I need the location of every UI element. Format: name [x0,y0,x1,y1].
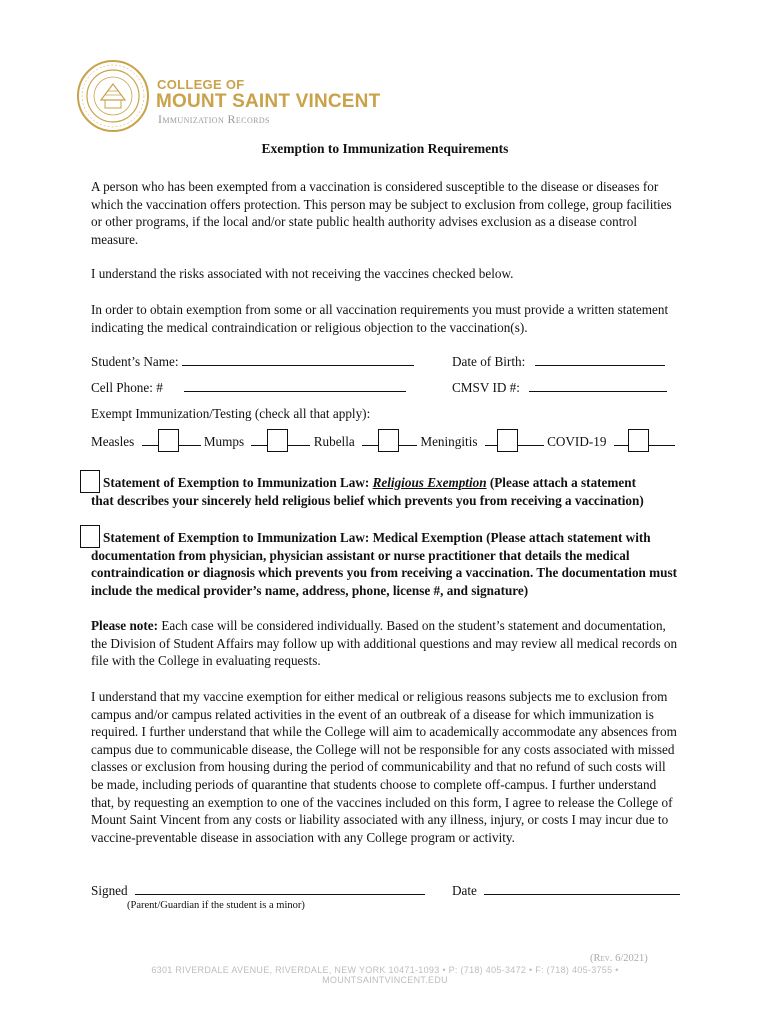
dob-label: Date of Birth: [452,354,526,369]
signature-row [91,882,425,900]
cell-label: Cell Phone: # [91,380,163,395]
student-name-field[interactable] [182,353,414,366]
cell-field[interactable] [184,379,406,392]
blank-line [142,433,158,446]
blank-line [251,433,267,446]
religious-suffix: (Please attach a statement [486,475,636,490]
blank-line [179,433,201,446]
revision-label: (Rev. 6/2021) [590,953,648,964]
note-text: Each case will be considered individually. Based on the student’s statement and documentation, the Division of Student Affairs may follow up with additional questions and may review all medical records on file with the College in evaluating requests. [91,618,678,669]
checkbox-measles[interactable] [158,429,179,452]
college-seal-logo [77,60,149,132]
vaccine-label-rubella: Rubella [313,434,355,449]
checkbox-mumps[interactable] [267,429,288,452]
signed-label: Signed [91,883,128,898]
checkbox-rubella[interactable] [378,429,399,452]
medical-line1: Statement of Exemption to Immunization Law: Medical Exemption (Please attach statement with [103,530,651,545]
student-name-label: Student’s Name: [91,354,179,369]
religious-exemption-statement [91,474,681,509]
religious-emphasis: Religious Exemption [372,475,487,490]
risk-paragraph: I understand the risks associated with not receiving the vaccines checked below. [91,266,514,281]
note-label: Please note: [91,618,159,633]
exempt-label: Exempt Immunization/Testing (check all that apply): [91,406,371,421]
blank-line [288,433,310,446]
requirement-paragraph: In order to obtain exemption from some or all vaccination requirements you must provide a written statement indicating the medical contraindication or religious objection to the vaccination(s). [91,302,669,335]
cmsv-label: CMSV ID #: [452,380,520,395]
signature-field[interactable] [135,882,425,895]
cell-row [91,379,406,397]
dob-field[interactable] [535,353,665,366]
date-label: Date [452,883,477,898]
checkbox-meningitis[interactable] [497,429,518,452]
blank-line [649,433,675,446]
checkbox-covid[interactable] [628,429,649,452]
blank-line [518,433,544,446]
vaccine-row [91,429,675,452]
brand-prefix: COLLEGE OF [157,77,245,92]
blank-line [362,433,378,446]
dob-row [452,353,665,371]
cmsv-field[interactable] [529,379,667,392]
student-name-row [91,353,414,371]
intro-paragraph: A person who has been exempted from a vaccination is considered susceptible to the disease or diseases for which the vaccination offers protection. This person may be subject to exclusion from college, group facilities or other programs, if the local and/or state public health authority advises exclusion as a disease control measure. [91,179,672,247]
blank-line [399,433,417,446]
vaccine-label-meningitis: Meningitis [420,434,478,449]
date-field[interactable] [484,882,680,895]
date-row [452,882,680,900]
brand-subtitle: Immunization Records [158,112,270,126]
cmsv-row [452,379,667,397]
vaccine-label-mumps: Mumps [203,434,245,449]
vaccine-label-measles: Measles [91,434,135,449]
brand-name: MOUNT SAINT VINCENT [156,91,381,112]
note-paragraph [91,617,681,670]
vaccine-label-covid: COVID-19 [547,434,607,449]
acknowledgement-paragraph: I understand that my vaccine exemption for either medical or religious reasons subjects me to exclusion from campus and/or campus related activities in the event of an outbreak of a disease for which immunization is required. I further understand that while the College will aim to academically accommodate any absences from campus due to communicable disease, the College will not be responsible for any costs associated with missed classes or exclusion from housing during the period of communicability and that no refund of such costs will be made, including periods of quarantine that students choose to complete off-campus. I further understand that, by requesting an exemption to one of the vaccines included on this form, I agree to release the College of Mount Saint Vincent from any costs or liability associated with any illness, injury, or costs I may incur due to vaccine-preventable disease in association with any College program or activity. [91,689,677,845]
religious-prefix: Statement of Exemption to Immunization Law: [103,475,373,490]
medical-rest: documentation from physician, physician assistant or nurse practitioner that details the medical contraindication or diagnosis which prevents you from receiving a vaccination. The documentation must include the medical provider’s name, address, phone, license #, and signature) [91,547,678,598]
religious-line2: that describes your sincerely held religious belief which prevents you from receiving a vaccination) [91,492,644,508]
blank-line [614,433,628,446]
footer-address: 6301 RIVERDALE AVENUE, RIVERDALE, NEW YORK 10471-1093 • P: (718) 405-3472 • F: (718) 405-3755 • MOUNTSAINTVINCENT.EDU [151,965,619,985]
medical-exemption-statement [91,529,681,599]
blank-line [485,433,497,446]
guardian-note: (Parent/Guardian if the student is a minor) [127,900,305,911]
page-title: Exemption to Immunization Requirements [261,141,509,156]
